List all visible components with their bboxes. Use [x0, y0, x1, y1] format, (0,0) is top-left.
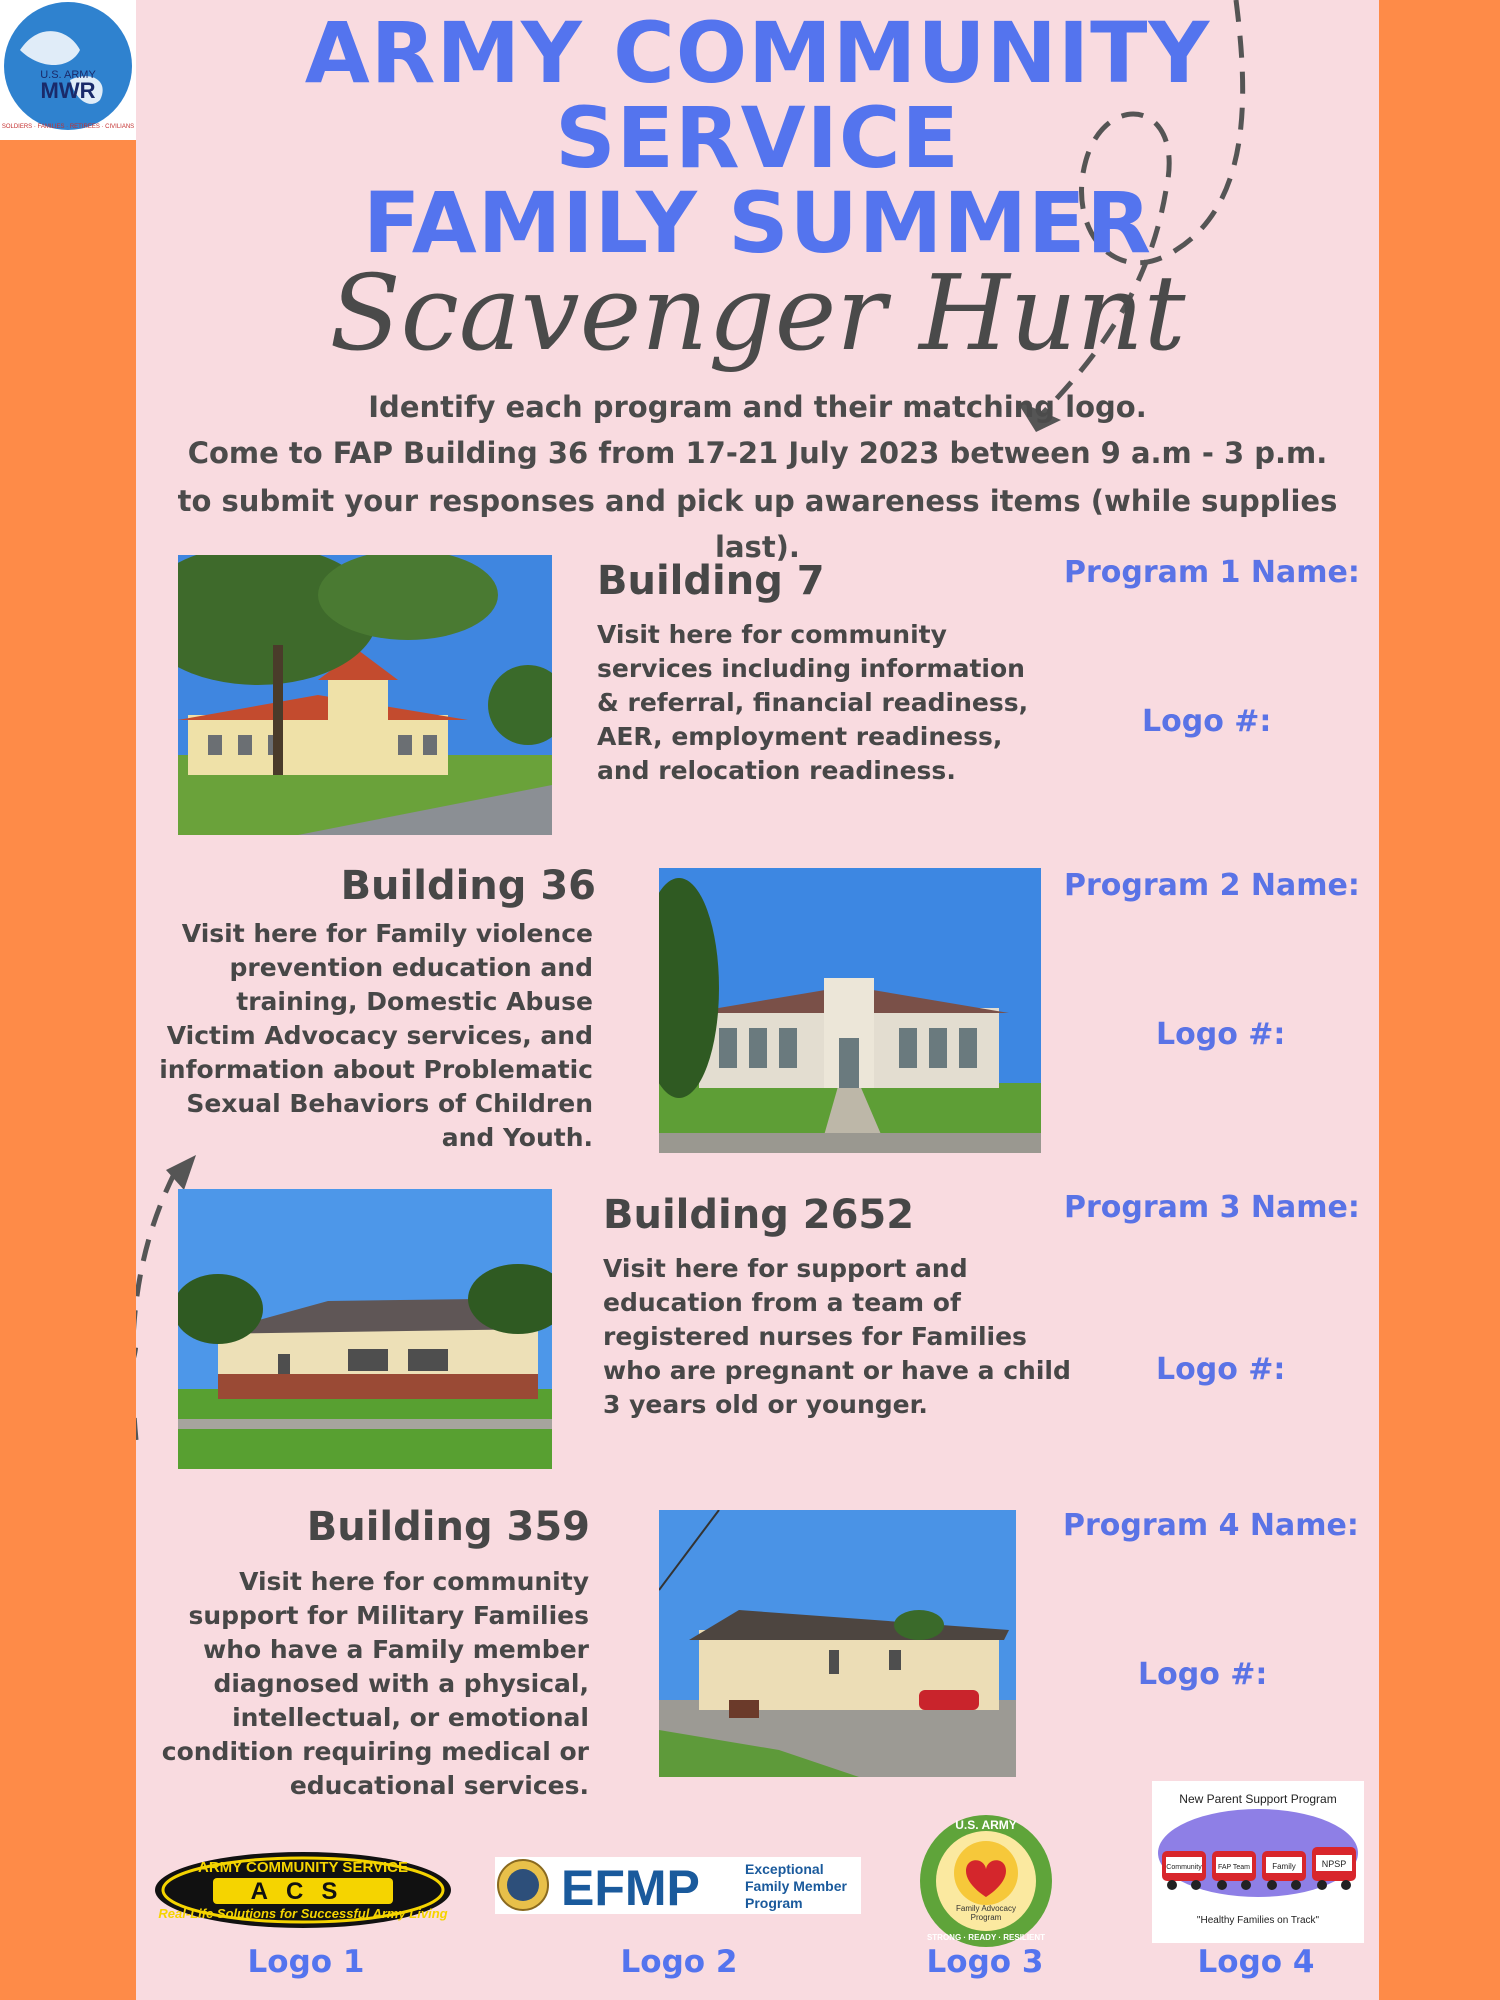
building-7-photo: [178, 555, 552, 835]
desc-line: who have a Family member: [203, 1635, 589, 1664]
npsp-logo-title: New Parent Support Program: [1179, 1792, 1337, 1806]
npsp-logo-car-3: Family: [1272, 1862, 1296, 1871]
poster: [136, 0, 1379, 2000]
intro-line-1: Identify each program and their matching logo.: [368, 390, 1147, 424]
intro-line-2: Come to FAP Building 36 from 17-21 July 2023 between 9 a.m - 3 p.m.: [187, 436, 1328, 470]
fap-logo-mid-text-1: Family Advocacy: [955, 1904, 1017, 1913]
efmp-logo: [495, 1857, 861, 1914]
desc-line: and relocation readiness.: [597, 756, 956, 785]
building-359-description: [136, 1565, 589, 1803]
efmp-logo-main-text: EFMP: [561, 1860, 700, 1914]
acs-logo-top-text: ARMY COMMUNITY SERVICE: [197, 1859, 409, 1876]
acs-logo: [153, 1850, 453, 1930]
logo-4-label: Logo 4: [1197, 1944, 1315, 1980]
acs-logo-mid-text: ACS: [250, 1878, 356, 1905]
logo-3-label: Logo 3: [926, 1944, 1044, 1980]
desc-line: support for Military Families: [188, 1601, 589, 1630]
desc-line: AER, employment readiness,: [597, 722, 1003, 751]
program-3-name-label: Program 3 Name:: [1064, 1190, 1360, 1225]
script-title: Scavenger Hunt: [329, 252, 1186, 374]
desc-line: Sexual Behaviors of Children: [186, 1089, 593, 1118]
desc-line: & referral, financial readiness,: [597, 688, 1029, 717]
logo-2-label: Logo 2: [620, 1944, 738, 1980]
desc-line: 3 years old or younger.: [603, 1390, 928, 1419]
desc-line: educational services.: [289, 1771, 589, 1800]
desc-line: prevention education and: [229, 953, 593, 982]
desc-line: Visit here for Family violence: [181, 919, 593, 948]
building-7-description: [597, 618, 1037, 788]
building-2652-description: [603, 1252, 1073, 1422]
efmp-logo-sub-3: Program: [745, 1895, 803, 1911]
building-7-title: Building 7: [597, 558, 825, 604]
desc-line: diagnosed with a physical,: [213, 1669, 589, 1698]
logo-1-label: Logo 1: [247, 1944, 365, 1980]
building-36-photo: [659, 868, 1041, 1153]
program-1-name-label: Program 1 Name:: [1064, 555, 1360, 590]
mwr-logo-main-text: MWR: [40, 78, 96, 103]
building-359-title: Building 359: [306, 1504, 590, 1550]
npsp-logo-tagline: "Healthy Families on Track": [1196, 1915, 1320, 1926]
logo-number-1-label: Logo #:: [1142, 704, 1272, 739]
intro-line-3: to submit your responses and pick up awareness items (while supplies last).: [177, 484, 1338, 564]
desc-line: intellectual, or emotional: [232, 1703, 589, 1732]
desc-line: Victim Advocacy services, and: [166, 1021, 593, 1050]
title-line-1: ARMY COMMUNITY: [304, 4, 1211, 102]
building-359-photo: [659, 1510, 1016, 1777]
efmp-logo-sub-1: Exceptional: [745, 1861, 824, 1877]
building-36-title: Building 36: [340, 863, 596, 909]
mwr-logo-top-text: U.S. ARMY: [40, 69, 96, 81]
building-36-description: [136, 917, 593, 1155]
desc-line: Visit here for community: [597, 620, 947, 649]
desc-line: and Youth.: [441, 1123, 593, 1152]
npsp-logo-car-2: FAP Team: [1217, 1864, 1251, 1871]
desc-line: registered nurses for Families: [603, 1322, 1027, 1351]
desc-line: condition requiring medical or: [161, 1737, 589, 1766]
npsp-logo: [1152, 1781, 1364, 1943]
fap-logo: [918, 1813, 1054, 1949]
desc-line: Visit here for support and: [603, 1254, 968, 1283]
npsp-logo-car-1: Community: [1166, 1864, 1202, 1871]
desc-line: education from a team of: [603, 1288, 961, 1317]
desc-line: information about Problematic: [159, 1055, 593, 1084]
fap-logo-mid-text-2: Program: [970, 1913, 1002, 1922]
logo-number-3-label: Logo #:: [1156, 1352, 1286, 1387]
efmp-logo-sub-2: Family Member: [745, 1878, 847, 1894]
building-2652-title: Building 2652: [603, 1192, 915, 1238]
logo-number-4-label: Logo #:: [1138, 1657, 1268, 1692]
program-4-name-label: Program 4 Name:: [1063, 1508, 1359, 1543]
logo-number-2-label: Logo #:: [1156, 1017, 1286, 1052]
desc-line: who are pregnant or have a child: [603, 1356, 1071, 1385]
title-line-3: FAMILY SUMMER: [362, 174, 1153, 272]
building-2652-photo: [178, 1189, 552, 1469]
mwr-logo: [0, 0, 136, 140]
desc-line: Visit here for community: [239, 1567, 589, 1596]
npsp-logo-car-4: NPSP: [1321, 1859, 1347, 1869]
mwr-logo-ring-text: SOLDIERS · FAMILIES · RETIREES · CIVILIANS: [1, 124, 135, 130]
desc-line: services including information: [597, 654, 1025, 683]
program-2-name-label: Program 2 Name:: [1064, 868, 1360, 903]
fap-logo-bottom-text: STRONG · READY · RESILIENT: [926, 1933, 1046, 1942]
desc-line: training, Domestic Abuse: [236, 987, 593, 1016]
fap-logo-top-text: U.S. ARMY: [955, 1818, 1017, 1832]
acs-logo-bottom-text: Real-Life Solutions for Successful Army Living: [158, 1906, 448, 1921]
title-line-2: SERVICE: [555, 89, 960, 187]
